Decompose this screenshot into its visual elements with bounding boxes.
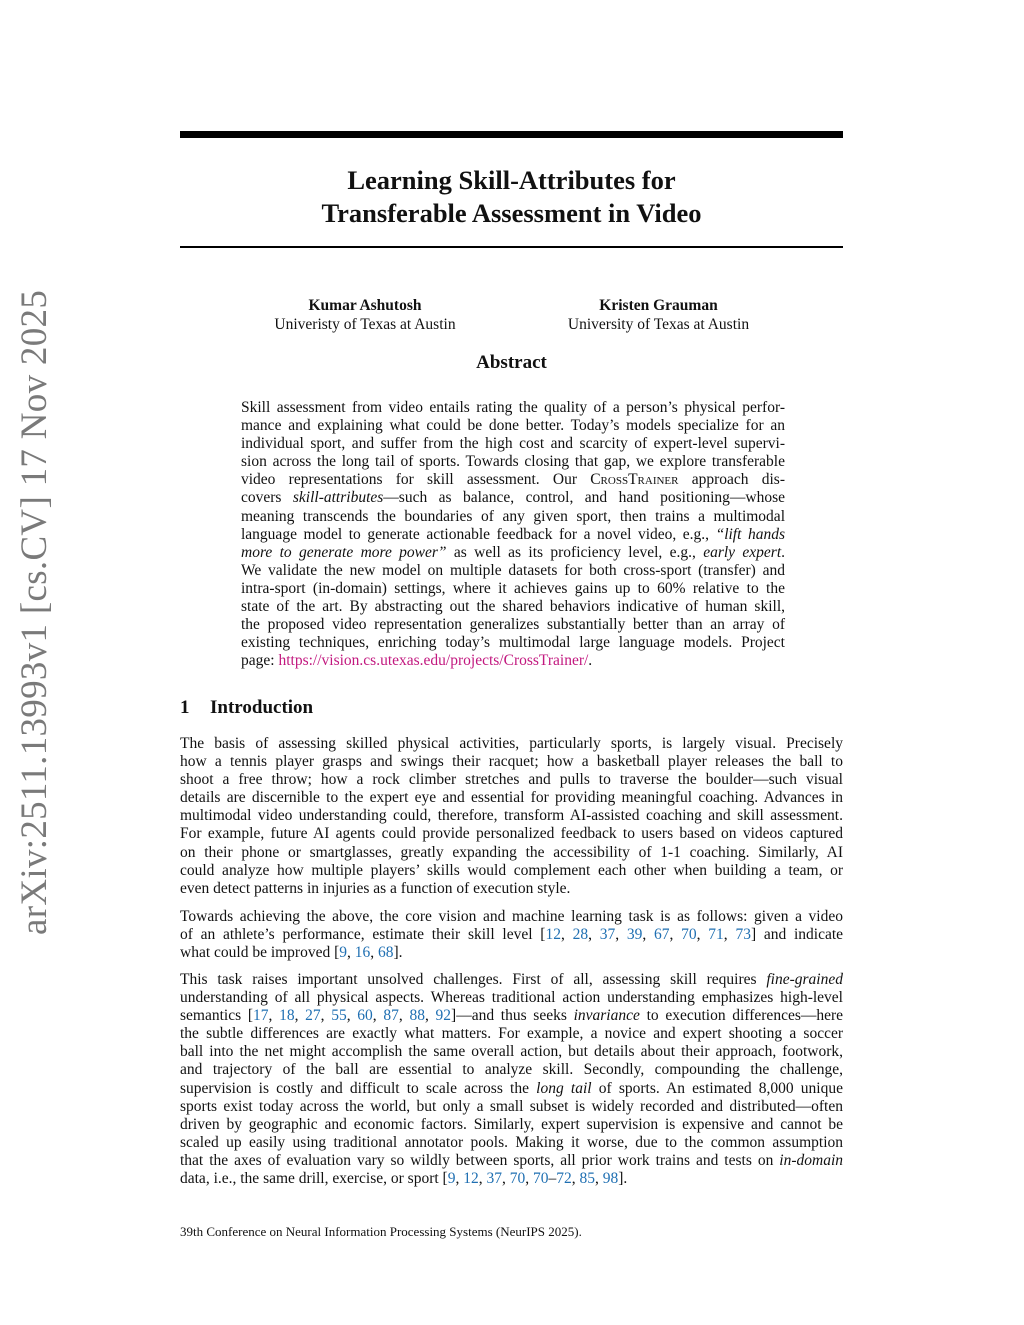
text-line: semantics [17, 18, 27, 55, 60, 87, 88, 92]—and thus seeks invariance to execution differences—here: [180, 1007, 844, 1025]
text-line: covers skill-attributes—such as balance, control, and hand positioning—whose: [241, 489, 785, 507]
title-line-2: Transferable Assessment in Video: [321, 198, 702, 228]
citation-link[interactable]: 37: [599, 926, 616, 944]
intro-paragraph-1: [180, 735, 843, 898]
emphasis: invariance: [573, 1007, 640, 1025]
text-line: intra-sport (in-domain) settings, where it achieves gains up to 60% relative to the: [241, 579, 785, 597]
text-line: supervision is costly and difficult to scale across the long tail of sports. An estimated 8,000 unique: [180, 1079, 843, 1097]
conference-footnote: 39th Conference on Neural Information Processing Systems (NeurIPS 2025).: [180, 1224, 582, 1239]
title-line-1: Learning Skill-Attributes for: [347, 165, 676, 195]
text-line: meaning transcends the boundaries of any given sport, then trains a multimodal: [241, 507, 785, 525]
citation-link[interactable]: 70: [509, 1170, 526, 1188]
text-line: page: https://vision.cs.utexas.edu/projects/CrossTrainer/.: [241, 652, 593, 670]
citation-link[interactable]: 17: [252, 1007, 269, 1025]
text-line: language model to generate actionable feedback for a novel video, e.g., “lift hands: [241, 525, 785, 543]
emphasis: long tail: [536, 1079, 592, 1097]
author-affiliation: Univeristy of Texas at Austin: [274, 316, 456, 333]
text-line: sion across the long tail of sports. Towards closing that gap, we explore transferable: [241, 453, 785, 471]
citation-link[interactable]: 70: [681, 926, 697, 944]
citation-link[interactable]: 71: [708, 926, 724, 944]
text-line: on their phone or smartglasses, greatly expanding the accessibility of 1-1 coaching. Similarly, AI: [180, 843, 843, 861]
citation-link[interactable]: 9: [339, 944, 348, 962]
citation-link[interactable]: 67: [654, 926, 670, 944]
section-heading: [180, 697, 313, 719]
title-top-rule: [180, 131, 843, 138]
text-line: This task raises important unsolved challenges. First of all, assessing skill requires fine-grained: [180, 971, 843, 988]
text-line: scaled up easily using traditional annotator pools. Making it worse, due to the common assumption: [180, 1133, 843, 1151]
author-block-1: [265, 296, 465, 334]
text-line: what could be improved [9, 16, 68].: [180, 944, 403, 962]
text-line: video representations for skill assessment. Our CrossTrainer approach dis-: [241, 471, 785, 489]
author-name: Kristen Grauman: [599, 297, 718, 314]
text-line: The basis of assessing skilled physical activities, particularly sports, is largely visual. Precisely: [180, 735, 843, 752]
text-line: details are discernible to the expert eye and essential for providing meaningful coaching. Advances in: [180, 789, 843, 807]
citation-link[interactable]: 27: [305, 1007, 321, 1025]
section-number: 1: [180, 697, 190, 718]
intro-paragraph-3: [180, 971, 843, 1188]
abstract-heading: Abstract: [476, 352, 547, 373]
text-line: the subtle differences are exactly what matters. For example, a novice and expert shooting a soccer: [180, 1025, 843, 1043]
emphasis: fine-grained: [766, 971, 843, 988]
citation-link[interactable]: 72: [556, 1170, 572, 1188]
text-line: individual sport, and suffer from the high cost and scarcity of expert-level supervi-: [241, 435, 785, 453]
text-line: how a tennis player grasps and swings their racquet; how a basketball player releases the ball to: [180, 753, 843, 771]
citation-link[interactable]: 68: [378, 944, 394, 962]
citation-link[interactable]: 12: [545, 926, 561, 944]
citation-link[interactable]: 85: [579, 1170, 595, 1188]
citation-link[interactable]: 18: [279, 1007, 295, 1025]
text-line: even detect patterns in injuries as a function of execution style.: [180, 879, 571, 897]
citation-link[interactable]: 87: [383, 1007, 399, 1025]
emphasis: in-domain: [779, 1151, 843, 1169]
emphasis: “lift hands: [715, 525, 785, 543]
text-line: driven by geographic and economic factors. Similarly, expert supervision is expensive and cannot be: [180, 1115, 843, 1133]
citation-link[interactable]: 39: [626, 926, 643, 944]
text-line: Towards achieving the above, the core vision and machine learning task is as follows: given a video: [180, 908, 843, 925]
text-line: Skill assessment from video entails rating the quality of a person’s physical perfor-: [241, 399, 785, 416]
text-line: We validate the new model on multiple datasets for both cross-sport (transfer) and: [241, 561, 785, 579]
text-line: of an athlete’s performance, estimate their skill level [12, 28, 37, 39, 67, 70, 71, 73] and indicate: [180, 926, 844, 944]
citation-link[interactable]: 16: [354, 944, 371, 962]
text-line: that the axes of evaluation vary so wildly between sports, all prior work trains and tests on in-domain: [180, 1151, 843, 1169]
project-page-link[interactable]: https://vision.cs.utexas.edu/projects/CrossTrainer/: [278, 652, 589, 670]
abstract-body: [241, 399, 785, 670]
text-line: ball into the net might accomplish the same overall action, but details about their approach, footwork,: [180, 1043, 843, 1061]
citation-link[interactable]: 28: [572, 926, 589, 944]
citation-link[interactable]: 98: [602, 1170, 619, 1188]
text-line: shoot a free throw; how a rock climber stretches and pulls to traverse the boulder—such visual: [180, 771, 843, 789]
text-line: state of the art. By abstracting out the shared behaviors indicative of human skill,: [241, 598, 785, 616]
text-line: sports exist today across the world, but only a small subset is widely recorded and distributed—often: [180, 1097, 843, 1115]
emphasis: more to generate more power”: [241, 543, 447, 561]
method-name: CrossTrainer: [590, 471, 679, 489]
intro-paragraph-2: [180, 908, 843, 962]
paper-title: [180, 164, 843, 230]
author-block-2: [556, 296, 761, 334]
text-line: mance and explaining what could be done better. Today’s models specialize for an: [241, 417, 785, 435]
text-line: could analyze how multiple players’ skills would complement each other when building a team, or: [180, 861, 843, 879]
text-line: For example, future AI agents could provide personalized feedback to users based on videos captured: [180, 825, 843, 843]
emphasis: skill-attributes: [292, 489, 384, 507]
text-line: existing techniques, enriching today’s multimodal large language models. Project: [241, 634, 785, 652]
citation-link[interactable]: 70: [532, 1170, 549, 1188]
citation-link[interactable]: 73: [735, 926, 751, 944]
emphasis: early expert: [703, 543, 782, 561]
text-line: more to generate more power” as well as its proficiency level, e.g., early expert.: [241, 543, 786, 561]
citation-link[interactable]: 37: [486, 1170, 502, 1188]
text-line: data, i.e., the same drill, exercise, or sport [9, 12, 37, 70, 70–72, 85, 98].: [180, 1170, 628, 1188]
arxiv-side-label: arXiv:2511.13993v1 [cs.CV] 17 Nov 2025: [14, 289, 55, 935]
text-line: understanding of all physical aspects. Whereas traditional action understanding emphasizes high-level: [180, 989, 843, 1007]
text-line: the proposed video representation generalizes substantially better than an array of: [241, 616, 785, 634]
citation-link[interactable]: 60: [357, 1007, 373, 1025]
citation-link[interactable]: 92: [435, 1007, 452, 1025]
text-line: multimodal video understanding could, therefore, transform AI-assisted coaching and skill assessment.: [180, 807, 843, 825]
author-name: Kumar Ashutosh: [308, 297, 422, 314]
citation-link[interactable]: 12: [463, 1170, 479, 1188]
section-title: Introduction: [210, 697, 314, 718]
title-bottom-rule: [180, 246, 843, 248]
text-line: and trajectory of the ball are essential to analyze skill. Secondly, compounding the challenge,: [180, 1061, 843, 1079]
author-affiliation: University of Texas at Austin: [567, 316, 750, 333]
citation-link[interactable]: 9: [447, 1170, 456, 1188]
citation-link[interactable]: 55: [331, 1007, 347, 1025]
citation-link[interactable]: 88: [409, 1007, 425, 1025]
